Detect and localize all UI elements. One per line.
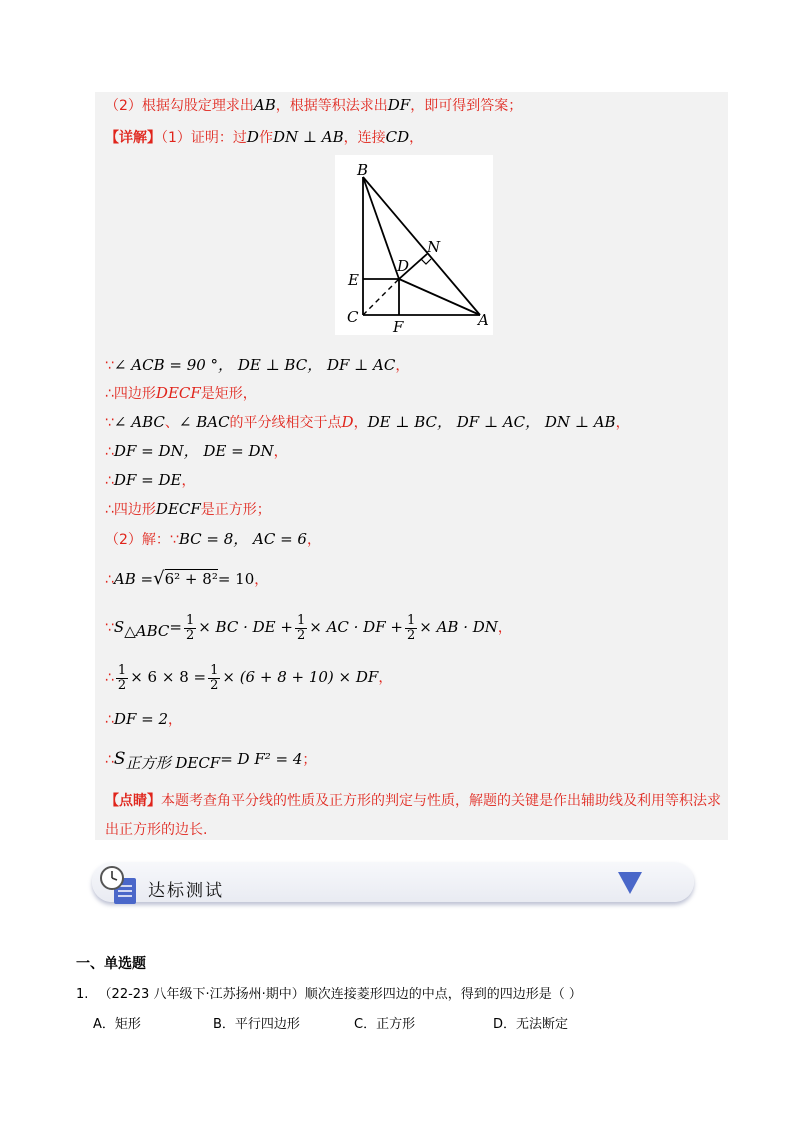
step-7: （2）解：∵BC = 8， AC = 6，: [105, 530, 321, 548]
fraction-half: $\frac{1}{2}$: [296, 612, 306, 643]
triangle-diagram: [335, 155, 493, 335]
section-title: 一、单选题: [76, 956, 146, 972]
question-number: 1.: [76, 987, 89, 1002]
right-angle-mark: [421, 259, 431, 264]
comment-line-1: 【点睛】本题考查角平分线的性质及正方形的判定与性质，解题的关键是作出辅助线及利用等积法求: [105, 793, 721, 809]
comment-line-2: 出正方形的边长.: [105, 822, 208, 838]
step-11: ∴DF = 2，: [105, 710, 183, 728]
triangle-down-icon: [618, 872, 642, 898]
geometry-figure: [335, 155, 493, 335]
fraction-half: $\frac{1}{2}$: [117, 662, 127, 693]
label-e: E: [348, 271, 359, 289]
label-a: A: [478, 311, 489, 329]
step-12: $\therefore S_{正方形 DECF}= D$ F² = 4；: [105, 749, 317, 772]
step-8: ∴AB =√6² + 8²= 10，: [105, 568, 269, 589]
label-c: C: [347, 308, 359, 326]
fraction-half: $\frac{1}{2}$: [210, 662, 219, 693]
label-d: D: [397, 257, 410, 275]
label-b: B: [357, 161, 369, 179]
question-1: [76, 983, 582, 1002]
step-9: $\because S_{\triangle ABC}=$ $\frac{1}{2}$ × BC · DE + $\frac{1}{2}$ × AC · DF + $\frac{1}{2}$ × AB · DN，: [105, 612, 512, 643]
step-3: ∵∠ ABC、∠ BAC的平分线相交于点D，DE ⊥ BC， DF ⊥ AC， DN ⊥ AB，: [105, 413, 630, 431]
segment-da: [399, 279, 480, 315]
step-6: ∴四边形DECF是正方形；: [105, 500, 271, 518]
step-4: ∴DF = DN， DE = DN，: [105, 442, 288, 460]
segment-cd: [363, 279, 399, 315]
hint-line: （2）根据勾股定理求出AB，根据等积法求出DF，即可得到答案；: [105, 96, 523, 114]
choice-d[interactable]: D．无法断定: [493, 1017, 569, 1032]
segment-bd: [363, 177, 399, 279]
segment-ba: [363, 177, 480, 315]
label-f: F: [393, 318, 404, 335]
clock-document-icon: [98, 862, 140, 910]
choice-c[interactable]: C．正方形: [354, 1017, 416, 1032]
step-5: ∴DF = DE，: [105, 471, 196, 489]
banner-title: 达标测试: [148, 881, 224, 901]
fraction-half: $\frac{1}{2}$: [406, 612, 416, 643]
step-2: ∴四边形DECF是矩形，: [105, 384, 257, 402]
step-10: ∴ $\frac{1}{2}$ × 6 × 8 = $\frac{1}{2}$ × (6 + 8 + 10) × DF，: [105, 662, 393, 693]
label-n: N: [427, 238, 441, 256]
fraction-half: $\frac{1}{2}$: [185, 612, 195, 643]
choice-b[interactable]: B．平行四边形: [213, 1017, 300, 1032]
question-text: （22-23 八年级下·江苏扬州·期中）顺次连接菱形四边的中点，得到的四边形是（ ）: [98, 987, 582, 1002]
step-1: ∵∠ ACB = 90 °， DE ⊥ BC， DF ⊥ AC，: [105, 356, 410, 374]
detail-line: 【详解】（1）证明：过D作DN ⊥ AB，连接CD，: [105, 128, 424, 146]
choice-a[interactable]: A．矩形: [93, 1017, 141, 1032]
